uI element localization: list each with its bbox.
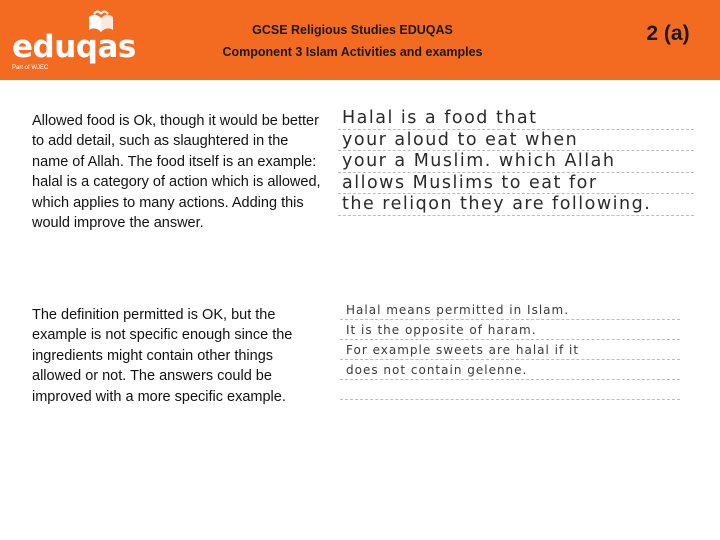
answer-line: Halal means permitted in Islam. (340, 300, 680, 320)
answer-line: the reliqon they are following. (338, 194, 694, 216)
eduqas-logo (10, 8, 136, 72)
commentary-1: Allowed food is Ok, though it would be better to add detail, such as slaughtered in the name of Allah. The food itself is an example: halal is a category of action which is allowed, which applies to many actions. Adding this would improve the answer. (32, 113, 321, 232)
answer-line: Halal is a food that (338, 108, 694, 130)
page-title (180, 19, 525, 63)
sample-answer-1 (338, 108, 694, 216)
answer-line: For example sweets are halal if it (340, 340, 680, 360)
header-bar (0, 0, 720, 80)
answer-line: your aloud to eat when (338, 130, 694, 152)
answer-line: allows Muslims to eat for (338, 173, 694, 195)
commentary-2: The definition permitted is OK, but the example is not specific enough since the ingredients might contain other things allowed or not. The answers could be improved with a more specific example. (32, 307, 293, 405)
logo-subtext: Part of WJEC (12, 65, 49, 71)
sample-answer-2 (340, 300, 680, 400)
answer-line: It is the opposite of haram. (340, 320, 680, 340)
answer-line: your a Muslim. which Allah (338, 151, 694, 173)
logo-wordmark: eduqas (12, 29, 136, 65)
answer-line: does not contain gelenne. (340, 360, 680, 380)
title-line-2: Component 3 Islam Activities and examples (222, 45, 483, 59)
answer-line-blank (340, 380, 680, 400)
title-line-1: GCSE Religious Studies EDUQAS (252, 23, 453, 37)
question-reference: 2 (a) (646, 22, 690, 45)
